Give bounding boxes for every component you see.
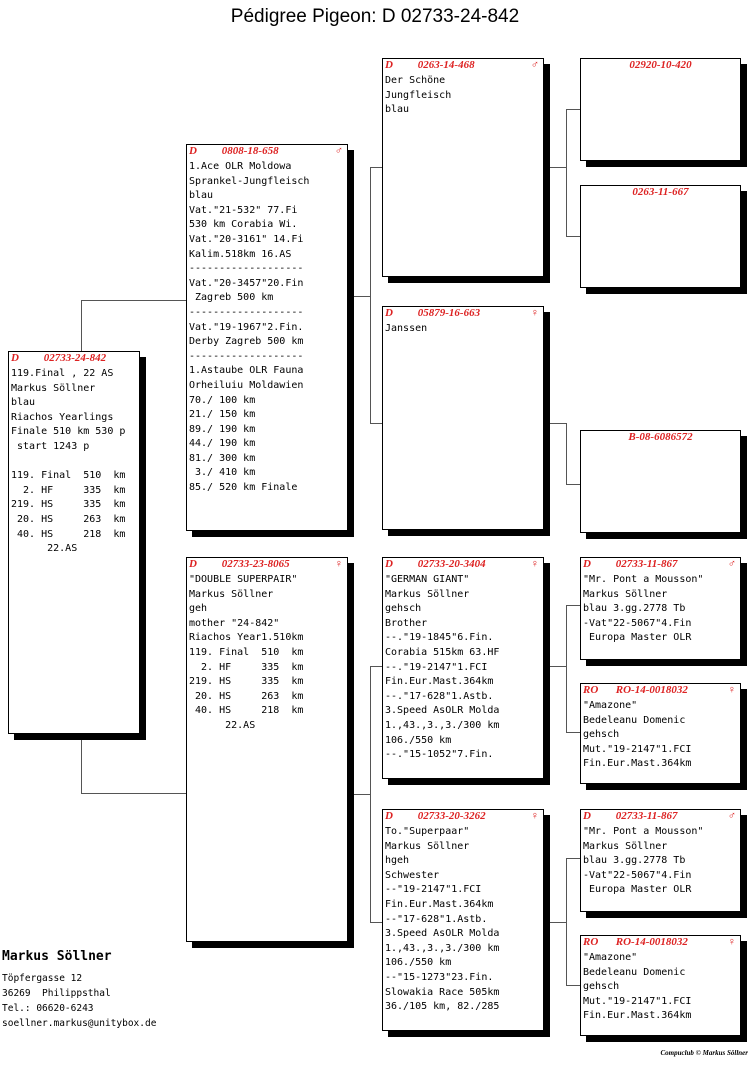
card-body bbox=[581, 949, 740, 1024]
male-icon: ♂ bbox=[727, 810, 736, 822]
card-text-line: Jungfleisch bbox=[385, 89, 452, 101]
female-icon: ♀ bbox=[727, 684, 736, 696]
country-code: D bbox=[189, 558, 197, 570]
connector-to-father bbox=[81, 300, 187, 301]
card-text-line: Riachos Yearlings bbox=[11, 411, 114, 423]
card-text-line bbox=[11, 455, 139, 470]
card-text-line: "GERMAN GIANT" bbox=[385, 574, 470, 585]
male-icon: ♂ bbox=[727, 558, 736, 570]
card-header bbox=[383, 59, 543, 72]
card-text-line: Fin.Eur.Mast.364km bbox=[385, 676, 494, 688]
ring-number: 02920-10-420 bbox=[629, 59, 692, 71]
card-text-line: Slowakia Race 505km bbox=[385, 986, 500, 998]
card-text-line: blau bbox=[385, 104, 410, 116]
country-code: D bbox=[583, 558, 591, 570]
great-grandparent-card[interactable] bbox=[580, 185, 741, 288]
card-text-line: 219. HS 335 km bbox=[11, 499, 126, 511]
card-text-line: 85./ 520 km Finale bbox=[189, 482, 298, 494]
card-body bbox=[383, 320, 543, 337]
card-text-line: --"15-1273"23.Fin. bbox=[385, 971, 494, 983]
country-code: D bbox=[11, 352, 19, 364]
card-text-line: Europa Master OLR bbox=[583, 884, 692, 896]
connector-to-mmf bbox=[566, 858, 581, 859]
card-text-line: 3./ 410 km bbox=[189, 467, 256, 479]
ring-number: 02733-20-3262 bbox=[417, 810, 486, 822]
card-text-line: Vat."19-1967"2.Fin. bbox=[189, 321, 304, 333]
card-text-line: 1.,43.,3.,3./300 km bbox=[385, 719, 500, 731]
card-text-line: "Mr. Pont a Mousson" bbox=[583, 574, 704, 585]
card-text-line: Bedeleanu Domenic bbox=[583, 714, 686, 726]
maternal-grandmother-card[interactable] bbox=[382, 809, 544, 1031]
country-code: D bbox=[189, 145, 197, 157]
card-text-line: 22.AS bbox=[189, 719, 256, 731]
card-header bbox=[383, 558, 543, 571]
connector-to-mfm bbox=[566, 732, 581, 733]
owner-phone: Tel.: 06620-6243 bbox=[2, 1003, 94, 1014]
connector-to-ffm bbox=[566, 236, 581, 237]
card-text-line: "Amazone" bbox=[583, 700, 638, 711]
card-text-line: Riachos Year1.510km bbox=[189, 632, 304, 644]
great-grandparent-card[interactable] bbox=[580, 935, 741, 1036]
female-icon: ♀ bbox=[334, 558, 343, 570]
card-text-line: Vat."21-532" 77.Fi bbox=[189, 204, 298, 216]
maternal-grandfather-card[interactable] bbox=[382, 557, 544, 779]
ring-number: RO-14-0018032 bbox=[615, 936, 688, 948]
female-icon: ♀ bbox=[530, 307, 539, 319]
card-header bbox=[581, 431, 740, 444]
owner-name: Markus Söllner bbox=[2, 949, 112, 964]
card-text-line: Markus Söllner bbox=[189, 588, 274, 600]
card-text-line: 2. HF 335 km bbox=[189, 661, 304, 673]
ring-number: 02733-23-8065 bbox=[221, 558, 290, 570]
card-body bbox=[581, 823, 740, 898]
card-text-line: 21./ 150 km bbox=[189, 409, 256, 421]
card-text-line: Kalim.518km 16.AS bbox=[189, 248, 292, 260]
paternal-grandfather-card[interactable] bbox=[382, 58, 544, 277]
card-text-line: 20. HS 263 km bbox=[189, 690, 304, 702]
card-header bbox=[581, 558, 740, 571]
country-code: RO bbox=[583, 684, 599, 696]
card-text-line: 119. Final 510 km bbox=[11, 470, 126, 482]
card-header bbox=[581, 684, 740, 697]
card-text-line: 3.Speed AsOLR Molda bbox=[385, 705, 500, 717]
ring-number: 0263-14-468 bbox=[417, 59, 475, 71]
card-text-line: geh bbox=[189, 603, 208, 615]
connector-mf-parents bbox=[566, 605, 567, 733]
card-body bbox=[9, 365, 139, 557]
card-text-line: Markus Söllner bbox=[385, 840, 470, 852]
card-header bbox=[187, 145, 347, 158]
female-icon: ♀ bbox=[530, 810, 539, 822]
card-text-line: start 1243 p bbox=[11, 440, 90, 452]
connector-mother-mid bbox=[354, 794, 370, 795]
card-text-line: ------------------- bbox=[189, 306, 304, 318]
subject-card[interactable] bbox=[8, 351, 140, 734]
card-text-line: Markus Söllner bbox=[11, 382, 96, 394]
card-text-line: 1.,43.,3.,3./300 km bbox=[385, 942, 500, 954]
card-text-line: -Vat"22-5067"4.Fin bbox=[583, 869, 692, 881]
card-body bbox=[187, 158, 347, 496]
card-text-line: --."17-628"1.Astb. bbox=[385, 690, 494, 702]
card-body bbox=[383, 571, 543, 763]
card-header bbox=[581, 186, 740, 199]
owner-city: 36269 Philippsthal bbox=[2, 988, 111, 999]
great-grandparent-card[interactable] bbox=[580, 557, 741, 660]
ring-number: B-08-6086572 bbox=[628, 431, 693, 443]
card-text-line: 219. HS 335 km bbox=[189, 676, 304, 688]
connector-mm-parents bbox=[566, 858, 567, 985]
paternal-grandmother-card[interactable] bbox=[382, 306, 544, 530]
card-text-line: 89./ 190 km bbox=[189, 423, 256, 435]
connector-father-parents bbox=[370, 167, 371, 423]
connector-fm-mid bbox=[550, 423, 566, 424]
connector-mm-mid bbox=[550, 922, 566, 923]
card-text-line: 36./105 km, 82./285 bbox=[385, 1001, 500, 1013]
card-text-line: blau 3.gg.2778 Tb bbox=[583, 855, 686, 867]
card-body bbox=[581, 697, 740, 772]
country-code: D bbox=[583, 810, 591, 822]
connector-to-mff bbox=[566, 605, 581, 606]
card-text-line: 44./ 190 km bbox=[189, 438, 256, 450]
card-text-line: 106./550 km bbox=[385, 957, 452, 969]
connector-mf-mid bbox=[550, 666, 566, 667]
card-text-line: ------------------- bbox=[189, 263, 304, 275]
card-body bbox=[383, 72, 543, 118]
card-text-line: --."19-2147"1.FCI bbox=[385, 661, 488, 673]
card-body bbox=[581, 571, 740, 646]
copyright: Compuclub © Markus Söllner bbox=[660, 1049, 748, 1057]
card-text-line: Brother bbox=[385, 617, 428, 629]
card-header bbox=[383, 307, 543, 320]
card-header bbox=[383, 810, 543, 823]
card-text-line: Derby Zagreb 500 km bbox=[189, 336, 304, 348]
card-header bbox=[9, 352, 139, 365]
connector-to-fmm bbox=[566, 484, 581, 485]
card-text-line: Sprankel-Jungfleisch bbox=[189, 175, 310, 187]
card-text-line: 1.Astaube OLR Fauna bbox=[189, 365, 304, 377]
card-text-line: To."Superpaar" bbox=[385, 826, 470, 837]
card-header bbox=[581, 59, 740, 72]
male-icon: ♂ bbox=[530, 59, 539, 71]
card-text-line: 3.Speed AsOLR Molda bbox=[385, 928, 500, 940]
card-text-line: 40. HS 218 km bbox=[189, 705, 304, 717]
card-text-line: Zagreb 500 km bbox=[189, 292, 274, 304]
card-text-line: --"19-2147"1.FCI bbox=[385, 884, 482, 896]
card-text-line: Vat."20-3161" 14.Fi bbox=[189, 233, 304, 245]
ring-number: 05879-16-663 bbox=[417, 307, 481, 319]
card-text-line: ------------------- bbox=[189, 350, 304, 362]
card-text-line: "DOUBLE SUPERPAIR" bbox=[189, 574, 298, 585]
connector-ff-parents bbox=[566, 109, 567, 236]
card-text-line: 2. HF 335 km bbox=[11, 484, 126, 496]
card-text-line: Schwester bbox=[385, 869, 440, 881]
ring-number: 0263-11-667 bbox=[632, 186, 689, 198]
card-text-line: -Vat"22-5067"4.Fin bbox=[583, 617, 692, 629]
card-text-line: 119. Final 510 km bbox=[189, 646, 304, 658]
card-text-line: gehsch bbox=[385, 603, 422, 615]
card-body bbox=[187, 571, 347, 734]
card-text-line: blau bbox=[11, 397, 36, 409]
card-text-line: 1.Ace OLR Moldowa bbox=[189, 161, 292, 172]
card-text-line: Fin.Eur.Mast.364km bbox=[583, 758, 692, 770]
connector-father-mid bbox=[354, 296, 370, 297]
card-text-line: --"17-628"1.Astb. bbox=[385, 913, 488, 925]
card-text-line: hgeh bbox=[385, 855, 410, 867]
connector-to-mmm bbox=[566, 985, 581, 986]
connector-ff-mid bbox=[550, 167, 566, 168]
owner-email: soellner.markus@unitybox.de bbox=[2, 1018, 157, 1029]
card-text-line: --."19-1845"6.Fin. bbox=[385, 632, 494, 644]
connector-to-mother bbox=[81, 793, 187, 794]
card-text-line: Mut."19-2147"1.FCI bbox=[583, 743, 692, 755]
owner-street: Töpfergasse 12 bbox=[2, 973, 83, 984]
card-text-line: Finale 510 km 530 p bbox=[11, 426, 126, 438]
card-text-line: 119.Final , 22 AS bbox=[11, 368, 114, 379]
card-text-line: --."15-1052"7.Fin. bbox=[385, 749, 494, 761]
male-icon: ♂ bbox=[334, 145, 343, 157]
ring-number: 0808-18-658 bbox=[221, 145, 279, 157]
great-grandparent-card[interactable] bbox=[580, 683, 741, 784]
card-text-line: blau bbox=[189, 190, 214, 202]
card-text-line: blau 3.gg.2778 Tb bbox=[583, 603, 686, 615]
connector-fm-parents bbox=[566, 423, 567, 485]
mother-card[interactable] bbox=[186, 557, 348, 942]
country-code: D bbox=[385, 307, 393, 319]
country-code: D bbox=[385, 558, 393, 570]
card-text-line: Markus Söllner bbox=[583, 588, 668, 600]
ring-number: 02733-11-867 bbox=[615, 810, 678, 822]
card-text-line: Orheiluiu Moldawien bbox=[189, 379, 304, 391]
country-code: RO bbox=[583, 936, 599, 948]
card-text-line: Bedeleanu Domenic bbox=[583, 966, 686, 978]
country-code: D bbox=[385, 59, 393, 71]
card-text-line: 70./ 100 km bbox=[189, 394, 256, 406]
connector-mother-parents bbox=[370, 666, 371, 922]
page-title: Pédigree Pigeon: D 02733-24-842 bbox=[230, 6, 520, 27]
card-text-line: 530 km Corabia Wi. bbox=[189, 219, 298, 231]
card-text-line: 22.AS bbox=[11, 543, 78, 555]
card-text-line: Markus Söllner bbox=[583, 840, 668, 852]
card-text-line: Der Schöne bbox=[385, 75, 446, 86]
card-text-line: 20. HS 263 km bbox=[11, 513, 126, 525]
card-text-line: 81./ 300 km bbox=[189, 452, 256, 464]
card-text-line: 40. HS 218 km bbox=[11, 528, 126, 540]
card-text-line: Mut."19-2147"1.FCI bbox=[583, 995, 692, 1007]
card-header bbox=[581, 936, 740, 949]
ring-number: 02733-20-3404 bbox=[417, 558, 486, 570]
card-text-line: Europa Master OLR bbox=[583, 632, 692, 644]
card-text-line: Markus Söllner bbox=[385, 588, 470, 600]
card-text-line: Fin.Eur.Mast.364km bbox=[583, 1010, 692, 1022]
ring-number: RO-14-0018032 bbox=[615, 684, 688, 696]
card-text-line: Janssen bbox=[385, 323, 428, 334]
card-text-line: "Mr. Pont a Mousson" bbox=[583, 826, 704, 837]
card-text-line: "Amazone" bbox=[583, 952, 638, 963]
card-text-line: Corabia 515km 63.HF bbox=[385, 646, 500, 658]
card-text-line: Fin.Eur.Mast.364km bbox=[385, 898, 494, 910]
father-card[interactable] bbox=[186, 144, 348, 531]
card-text-line: mother "24-842" bbox=[189, 617, 280, 629]
female-icon: ♀ bbox=[727, 936, 736, 948]
ring-number: 02733-24-842 bbox=[43, 352, 107, 364]
ring-number: 02733-11-867 bbox=[615, 558, 678, 570]
country-code: D bbox=[385, 810, 393, 822]
great-grandparent-card[interactable] bbox=[580, 430, 741, 533]
card-text-line: gehsch bbox=[583, 981, 620, 993]
card-header bbox=[187, 558, 347, 571]
female-icon: ♀ bbox=[530, 558, 539, 570]
card-text-line: 106./550 km bbox=[385, 734, 452, 746]
great-grandparent-card[interactable] bbox=[580, 809, 741, 912]
card-text-line: gehsch bbox=[583, 729, 620, 741]
card-body bbox=[383, 823, 543, 1015]
card-text-line: Vat."20-3457"20.Fin bbox=[189, 277, 304, 289]
great-grandparent-card[interactable] bbox=[580, 58, 741, 161]
connector-to-fff bbox=[566, 109, 581, 110]
card-header bbox=[581, 810, 740, 823]
